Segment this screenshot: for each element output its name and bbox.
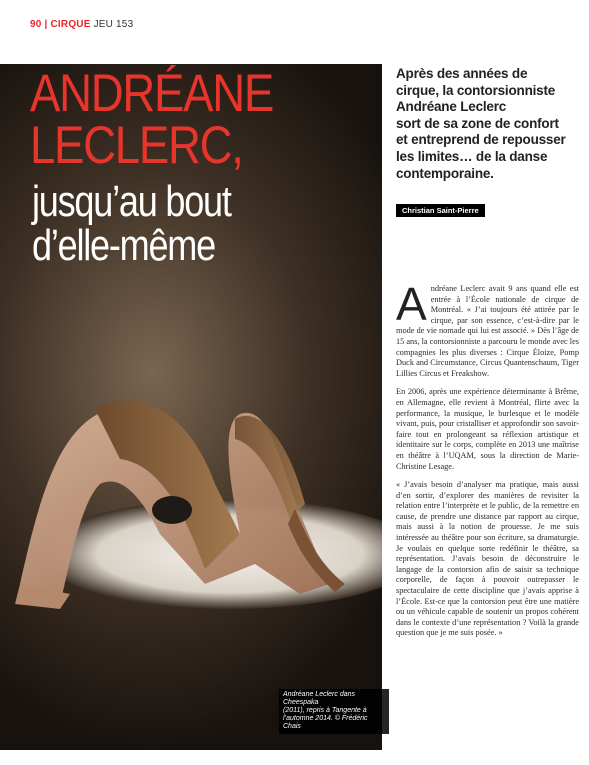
page-number: 90 bbox=[30, 19, 42, 30]
section-name: CIRQUE bbox=[50, 19, 91, 30]
lede-line: les limites… de la danse bbox=[396, 148, 548, 164]
caption-line-3: l’automne 2014. © Frédéric Chais bbox=[283, 715, 368, 730]
paragraph-2: En 2006, après une expérience déterminante à Brême, en Allemagne, elle revient à Montréal, flirte avec la performance, la musique, le burlesque et le modèle vivant, puis, pour cristalliser et approfondir son savoir-faire tout en prolongeant sa réflexion artistique et identitaire sur le corps, complète en 2013 une maîtrise en théâtre à l’UQAM, sous la direction de Marie-Christine Lesage. bbox=[396, 387, 579, 471]
lede-line: sort de sa zone de confort bbox=[396, 115, 559, 131]
lede-line: contemporaine. bbox=[396, 165, 494, 181]
title-line-2: LECLERC, bbox=[30, 116, 243, 175]
paragraph-1-text: ndréane Leclerc avait 9 ans quand elle est entrée à l’École nationale de cirque de Montréal. « J’ai toujours été attirée par le cirque, par son essence, c’est-à-dire par le mode de vie nomade qui lui est associé. » Dès l’âge de 15 ans, la contorsionniste a parcouru le monde avec les compagnies les plus diverses : Cirque Éloize, Pomp Duck and Circumstance, Circus Quantenschaum, Tiger Lillies Circus et Freakshow. bbox=[396, 284, 579, 378]
caption-line-2: (2011), repris à Tangente à bbox=[283, 707, 367, 714]
author-byline: Christian Saint-Pierre bbox=[396, 204, 485, 217]
subtitle-line-2: d’elle-même bbox=[32, 221, 215, 270]
article-title bbox=[30, 64, 273, 175]
issue-label: JEU 153 bbox=[93, 19, 134, 30]
paragraph-3: « J’avais besoin d’analyser ma pratique, mais aussi d’en sortir, d’explorer des manières de revisiter la relation entre l’interprète et le public, de la remettre en cause, de prendre une distance par rapport au cirque, mais aussi à la notion de prouesse. Je me suis intéressée au théâtre pour son écriture, sa dramaturgie. Je voulais en quelque sorte redéfinir le théâtre, sa représentation. J’avais besoin de déconstruire le langage de la contorsion afin de saisir sa technique corporelle, de façon à pouvoir outrepasser le spectaculaire de cette discipline que j’avais apprise à l’École. Est-ce que la contorsion peut être une matière ou un véhicule capable de soutenir un propos cohérent dans le contexte d’une représentation ? Voilà la grande question que je me suis posée. » bbox=[396, 480, 579, 638]
lede-line: Andréane Leclerc bbox=[396, 99, 507, 115]
page-folio bbox=[30, 19, 133, 30]
paragraph-1 bbox=[396, 278, 579, 379]
article-body bbox=[396, 278, 579, 647]
article-subtitle bbox=[32, 177, 231, 270]
folio-separator: | bbox=[44, 19, 48, 30]
subtitle-line-1: jusqu’au bout bbox=[32, 177, 231, 226]
caption-line-1: Andréane Leclerc dans Cheespaka bbox=[283, 691, 355, 706]
photo-caption bbox=[279, 689, 389, 734]
drop-cap: A bbox=[396, 278, 427, 330]
lede-line: Après des années de bbox=[396, 66, 528, 81]
title-line-1: ANDRÉANE bbox=[30, 64, 273, 123]
lede-line: cirque, la contorsionniste bbox=[396, 82, 556, 98]
article-lede bbox=[396, 66, 576, 182]
lede-line: et entreprend de repousser bbox=[396, 132, 566, 148]
